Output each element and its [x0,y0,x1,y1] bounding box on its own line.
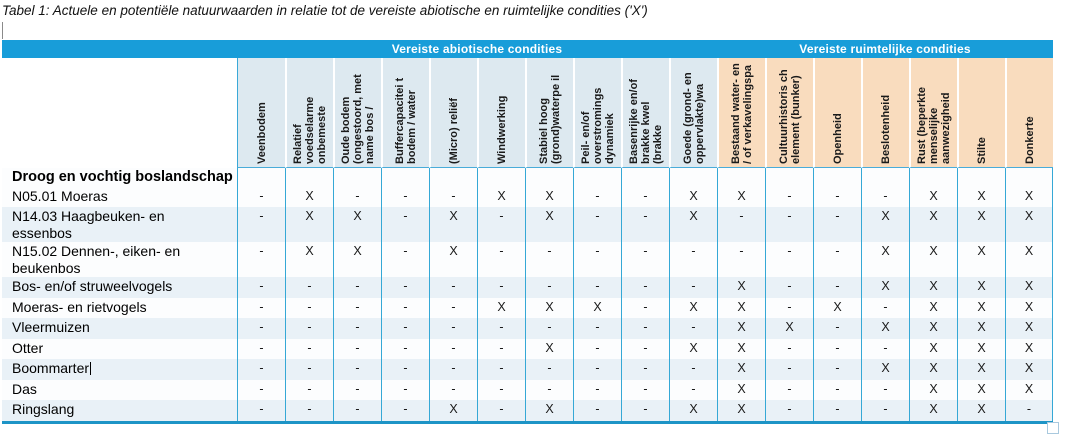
condition-cell[interactable]: - [285,318,333,339]
condition-cell[interactable]: - [237,242,285,277]
table-caption: Tabel 1: Actuele en potentiële natuurwaarden in relatie tot de vereiste abiotische en ruimtelijke condities ('X') [2,3,648,18]
condition-cell[interactable]: - [237,318,285,339]
column-header-label: Veenbodem [255,102,268,164]
condition-cell[interactable]: - [573,380,621,401]
condition-cell[interactable]: - [621,277,669,298]
condition-cell[interactable]: - [669,359,717,380]
column-header-3[interactable] [333,58,381,168]
condition-cell[interactable]: - [525,242,573,277]
condition-cell[interactable]: - [237,400,285,421]
condition-cell[interactable]: X [717,298,765,319]
condition-cell[interactable]: X [957,277,1005,298]
condition-cell[interactable]: X [909,318,957,339]
condition-cell[interactable]: X [717,318,765,339]
condition-cell[interactable]: - [621,242,669,277]
condition-cell[interactable]: - [813,318,861,339]
row-label[interactable]: Moeras- en rietvogels [12,298,147,315]
condition-cell[interactable] [717,168,765,187]
condition-cell[interactable]: - [861,400,909,421]
condition-cell[interactable]: X [957,359,1005,380]
column-header-5[interactable] [429,58,477,168]
condition-cell[interactable]: X [957,339,1005,360]
condition-cell[interactable]: - [813,380,861,401]
condition-cell[interactable]: - [237,277,285,298]
condition-cell[interactable]: - [861,380,909,401]
condition-cell[interactable] [333,168,381,187]
table-row [2,207,1053,242]
column-header-label: Cultuurhistoris ch element (bunker) [778,69,802,164]
column-header-13[interactable] [813,58,861,168]
condition-cell[interactable]: X [717,400,765,421]
group-header-abiotic: Vereiste abiotische condities [391,42,563,56]
condition-cell[interactable]: - [621,207,669,242]
table-row [2,318,1053,339]
table-row [2,298,1053,319]
condition-cell[interactable]: - [237,380,285,401]
table-row [2,277,1053,298]
column-header-16[interactable] [957,58,1005,168]
column-header-10[interactable] [669,58,717,168]
condition-cell[interactable]: - [381,298,429,319]
condition-cell[interactable]: - [813,339,861,360]
condition-cell[interactable]: - [381,277,429,298]
condition-cell[interactable]: - [525,359,573,380]
condition-cell[interactable]: X [1005,207,1053,242]
text-cursor [2,22,3,39]
condition-cell[interactable]: - [285,380,333,401]
condition-cell[interactable]: - [237,187,285,208]
condition-cell[interactable]: - [621,380,669,401]
condition-cell[interactable]: - [573,187,621,208]
condition-cell[interactable] [621,168,669,187]
condition-cell[interactable]: X [717,380,765,401]
column-header-1[interactable] [237,58,285,168]
condition-cell[interactable]: X [909,400,957,421]
condition-cell[interactable]: X [909,359,957,380]
section-header-row [2,168,1053,187]
condition-cell[interactable]: X [909,339,957,360]
condition-cell[interactable]: - [477,339,525,360]
condition-cell[interactable]: - [861,187,909,208]
condition-cell[interactable]: - [477,400,525,421]
condition-cell[interactable] [525,168,573,187]
condition-cell[interactable] [813,168,861,187]
condition-cell[interactable]: - [573,318,621,339]
condition-cell[interactable]: - [477,380,525,401]
condition-cell[interactable] [573,168,621,187]
condition-cell[interactable]: X [909,187,957,208]
column-header-7[interactable] [525,58,573,168]
condition-cell[interactable]: X [1005,339,1053,360]
row-label[interactable]: Boommarter [12,360,90,376]
condition-cell[interactable] [861,168,909,187]
condition-cell[interactable]: - [285,400,333,421]
condition-cell[interactable]: X [861,318,909,339]
condition-cell[interactable] [285,168,333,187]
column-header-label: Openheid [832,113,844,164]
condition-cell[interactable]: X [669,400,717,421]
condition-cell[interactable]: - [429,298,477,319]
condition-cell[interactable]: - [717,242,765,277]
condition-cell[interactable]: - [765,400,813,421]
condition-cell[interactable]: X [1005,242,1053,277]
condition-cell[interactable]: - [381,318,429,339]
condition-cell[interactable]: - [573,277,621,298]
condition-cell[interactable]: - [381,400,429,421]
column-header-label: Beslotenheid [880,94,892,164]
column-header-label: Relatief voedselarme onbemeste [292,96,328,164]
condition-cell[interactable]: X [861,277,909,298]
condition-cell[interactable]: - [669,242,717,277]
condition-cell[interactable]: - [237,207,285,242]
condition-cell[interactable]: - [333,277,381,298]
condition-cell[interactable]: - [621,187,669,208]
condition-cell[interactable]: X [957,400,1005,421]
condition-cell[interactable]: X [525,298,573,319]
column-header-label: Stilte [976,137,988,164]
condition-cell[interactable] [669,168,717,187]
condition-cell[interactable]: - [765,359,813,380]
table-row [2,400,1053,421]
condition-cell[interactable]: X [285,207,333,242]
condition-cell[interactable]: - [429,380,477,401]
row-label[interactable]: Das [12,380,37,397]
table-row [2,187,1053,208]
row-label[interactable]: Vleermuizen [12,319,90,335]
condition-cell[interactable] [909,168,957,187]
condition-cell[interactable]: - [669,380,717,401]
condition-cell[interactable]: - [429,318,477,339]
condition-cell[interactable]: - [477,242,525,277]
condition-cell[interactable]: - [333,359,381,380]
condition-cell[interactable]: - [621,318,669,339]
condition-cell[interactable]: - [765,298,813,319]
condition-cell[interactable] [957,168,1005,187]
condition-cell[interactable]: X [525,339,573,360]
row-label[interactable]: N05.01 Moeras [12,187,108,204]
column-header-label: Goede (grond- en oppervlakte)wa [682,72,706,164]
condition-cell[interactable]: - [669,277,717,298]
group-header-band [2,40,1053,58]
condition-cell[interactable]: X [765,318,813,339]
condition-cell[interactable]: X [1005,298,1053,319]
condition-cell[interactable]: X [525,207,573,242]
condition-cell[interactable]: X [909,207,957,242]
condition-cell[interactable]: - [429,359,477,380]
condition-cell[interactable]: X [957,298,1005,319]
condition-cell[interactable]: - [237,298,285,319]
condition-cell[interactable]: - [765,277,813,298]
condition-cell[interactable]: - [381,380,429,401]
condition-cell[interactable]: - [573,207,621,242]
condition-cell[interactable]: - [381,359,429,380]
condition-cell[interactable]: - [573,359,621,380]
condition-cell[interactable]: X [525,187,573,208]
condition-cell[interactable]: - [333,298,381,319]
condition-cell[interactable]: - [429,277,477,298]
condition-cell[interactable] [765,168,813,187]
condition-cell[interactable] [381,168,429,187]
condition-cell[interactable]: - [765,207,813,242]
condition-cell[interactable]: X [429,207,477,242]
condition-cell[interactable]: - [765,242,813,277]
column-header-label: (Micro) reliëf [448,97,460,164]
condition-cell[interactable]: - [525,318,573,339]
group-header-spatial: Vereiste ruimtelijke condities [799,42,971,56]
condition-cell[interactable]: - [621,339,669,360]
condition-cell[interactable]: X [285,242,333,277]
condition-cell[interactable]: - [813,359,861,380]
condition-cell[interactable]: X [285,187,333,208]
row-label[interactable]: Droog en vochtig boslandschap [12,169,233,185]
condition-cell[interactable]: - [429,187,477,208]
column-header-row [2,58,1053,168]
condition-cell[interactable]: - [861,298,909,319]
condition-cell[interactable]: X [861,207,909,242]
row-label[interactable]: Ringslang [12,401,75,417]
column-header-label: Peil- en/of overstromings dynamiek [580,87,616,164]
condition-cell[interactable]: X [333,242,381,277]
condition-cell[interactable]: - [237,339,285,360]
condition-cell[interactable]: X [861,359,909,380]
condition-cell[interactable]: - [333,318,381,339]
condition-cell[interactable]: - [285,339,333,360]
condition-cell[interactable]: X [477,187,525,208]
condition-cell[interactable]: X [813,298,861,319]
condition-cell[interactable]: - [333,187,381,208]
table-resize-handle[interactable] [1047,422,1059,434]
condition-cell[interactable]: - [573,339,621,360]
column-header-11[interactable] [717,58,765,168]
column-header-12[interactable] [765,58,813,168]
condition-cell[interactable]: X [717,277,765,298]
condition-cell[interactable]: X [429,242,477,277]
condition-cell[interactable]: X [957,318,1005,339]
column-header-label: Windwerking [496,95,508,164]
column-header-2[interactable] [285,58,333,168]
condition-cell[interactable]: X [525,400,573,421]
condition-cell[interactable] [237,168,285,187]
condition-cell[interactable]: X [1005,318,1053,339]
column-header-6[interactable] [477,58,525,168]
condition-cell[interactable]: - [765,339,813,360]
condition-cell[interactable]: X [333,207,381,242]
row-label-column-header [2,58,237,168]
condition-cell[interactable]: - [285,359,333,380]
condition-cell[interactable]: - [333,339,381,360]
condition-cell[interactable]: - [813,187,861,208]
column-header-label: Stabiel hoog (grond)waterpe il [538,74,562,164]
condition-cell[interactable]: - [477,318,525,339]
group-band-spacer [2,40,237,58]
condition-cell[interactable]: - [717,207,765,242]
condition-cell[interactable]: X [717,187,765,208]
row-label[interactable]: N14.03 Haagbeuken- en essenbos [12,208,165,241]
table-row [2,339,1053,360]
condition-cell[interactable]: X [669,339,717,360]
condition-cell[interactable]: - [621,359,669,380]
condition-cell[interactable]: X [669,207,717,242]
condition-cell[interactable]: - [669,318,717,339]
condition-cell[interactable]: - [861,339,909,360]
condition-cell[interactable]: - [381,207,429,242]
condition-cell[interactable]: - [429,339,477,360]
condition-cell[interactable]: X [1005,187,1053,208]
condition-cell[interactable]: - [621,298,669,319]
text-cursor [90,362,91,375]
condition-cell[interactable]: - [333,380,381,401]
condition-cell[interactable]: X [717,359,765,380]
condition-cell[interactable]: X [957,242,1005,277]
table-row [2,359,1053,380]
condition-cell[interactable]: X [477,298,525,319]
condition-cell[interactable]: X [957,380,1005,401]
column-header-4[interactable] [381,58,429,168]
condition-cell[interactable]: X [861,242,909,277]
condition-cell[interactable]: - [573,400,621,421]
condition-cell[interactable]: X [957,187,1005,208]
condition-cell[interactable]: - [765,187,813,208]
condition-cell[interactable]: X [909,242,957,277]
condition-cell[interactable]: - [381,187,429,208]
column-header-label: Donkerte [1024,116,1036,164]
condition-cell[interactable]: - [285,277,333,298]
condition-cell[interactable]: - [813,277,861,298]
condition-cell[interactable]: X [909,380,957,401]
column-header-label: Buffercapacitei t bodem / water [394,77,418,164]
condition-cell[interactable]: - [1005,400,1053,421]
condition-cell[interactable]: - [477,277,525,298]
nature-values-table [2,40,1053,424]
condition-cell[interactable]: X [909,298,957,319]
table-body [2,168,1053,424]
column-header-9[interactable] [621,58,669,168]
column-header-label: Basenrijke en/of brakke kwel (brakke [628,79,664,164]
condition-cell[interactable]: - [285,298,333,319]
row-label[interactable]: Otter [12,339,44,356]
condition-cell[interactable]: - [765,380,813,401]
condition-cell[interactable]: X [573,298,621,319]
condition-cell[interactable]: - [477,359,525,380]
condition-cell[interactable]: X [1005,380,1053,401]
condition-cell[interactable]: X [717,339,765,360]
condition-cell[interactable] [1005,168,1053,187]
condition-cell[interactable]: X [669,187,717,208]
condition-cell[interactable]: - [477,207,525,242]
condition-cell[interactable]: X [957,207,1005,242]
condition-cell[interactable]: - [525,277,573,298]
condition-cell[interactable] [429,168,477,187]
condition-cell[interactable]: X [1005,359,1053,380]
condition-cell[interactable]: - [813,207,861,242]
condition-cell[interactable]: - [621,400,669,421]
condition-cell[interactable]: - [237,359,285,380]
condition-cell[interactable]: - [333,400,381,421]
condition-cell[interactable]: X [669,298,717,319]
column-header-label: Oude bodem (ongestoord, met name bos / [340,74,376,164]
row-label[interactable]: N15.02 Dennen-, eiken- en beukenbos [12,243,181,276]
condition-cell[interactable]: X [909,277,957,298]
column-header-15[interactable] [909,58,957,168]
table-row [2,380,1053,401]
column-header-label: Rust (beperkte menselijke aanwezigheid [916,86,952,164]
condition-cell[interactable]: - [813,242,861,277]
column-header-label: Bestaand water- en / of verkavelingspa [730,63,754,164]
condition-cell[interactable]: - [525,380,573,401]
condition-cell[interactable]: X [1005,277,1053,298]
row-label[interactable]: Bos- en/of struweelvogels [12,278,173,294]
condition-cell[interactable] [477,168,525,187]
column-header-8[interactable] [573,58,621,168]
condition-cell[interactable]: - [381,339,429,360]
column-header-14[interactable] [861,58,909,168]
condition-cell[interactable]: X [429,400,477,421]
condition-cell[interactable]: - [381,242,429,277]
condition-cell[interactable]: - [813,400,861,421]
table-row [2,242,1053,277]
column-header-17[interactable] [1005,58,1053,168]
condition-cell[interactable]: - [573,242,621,277]
